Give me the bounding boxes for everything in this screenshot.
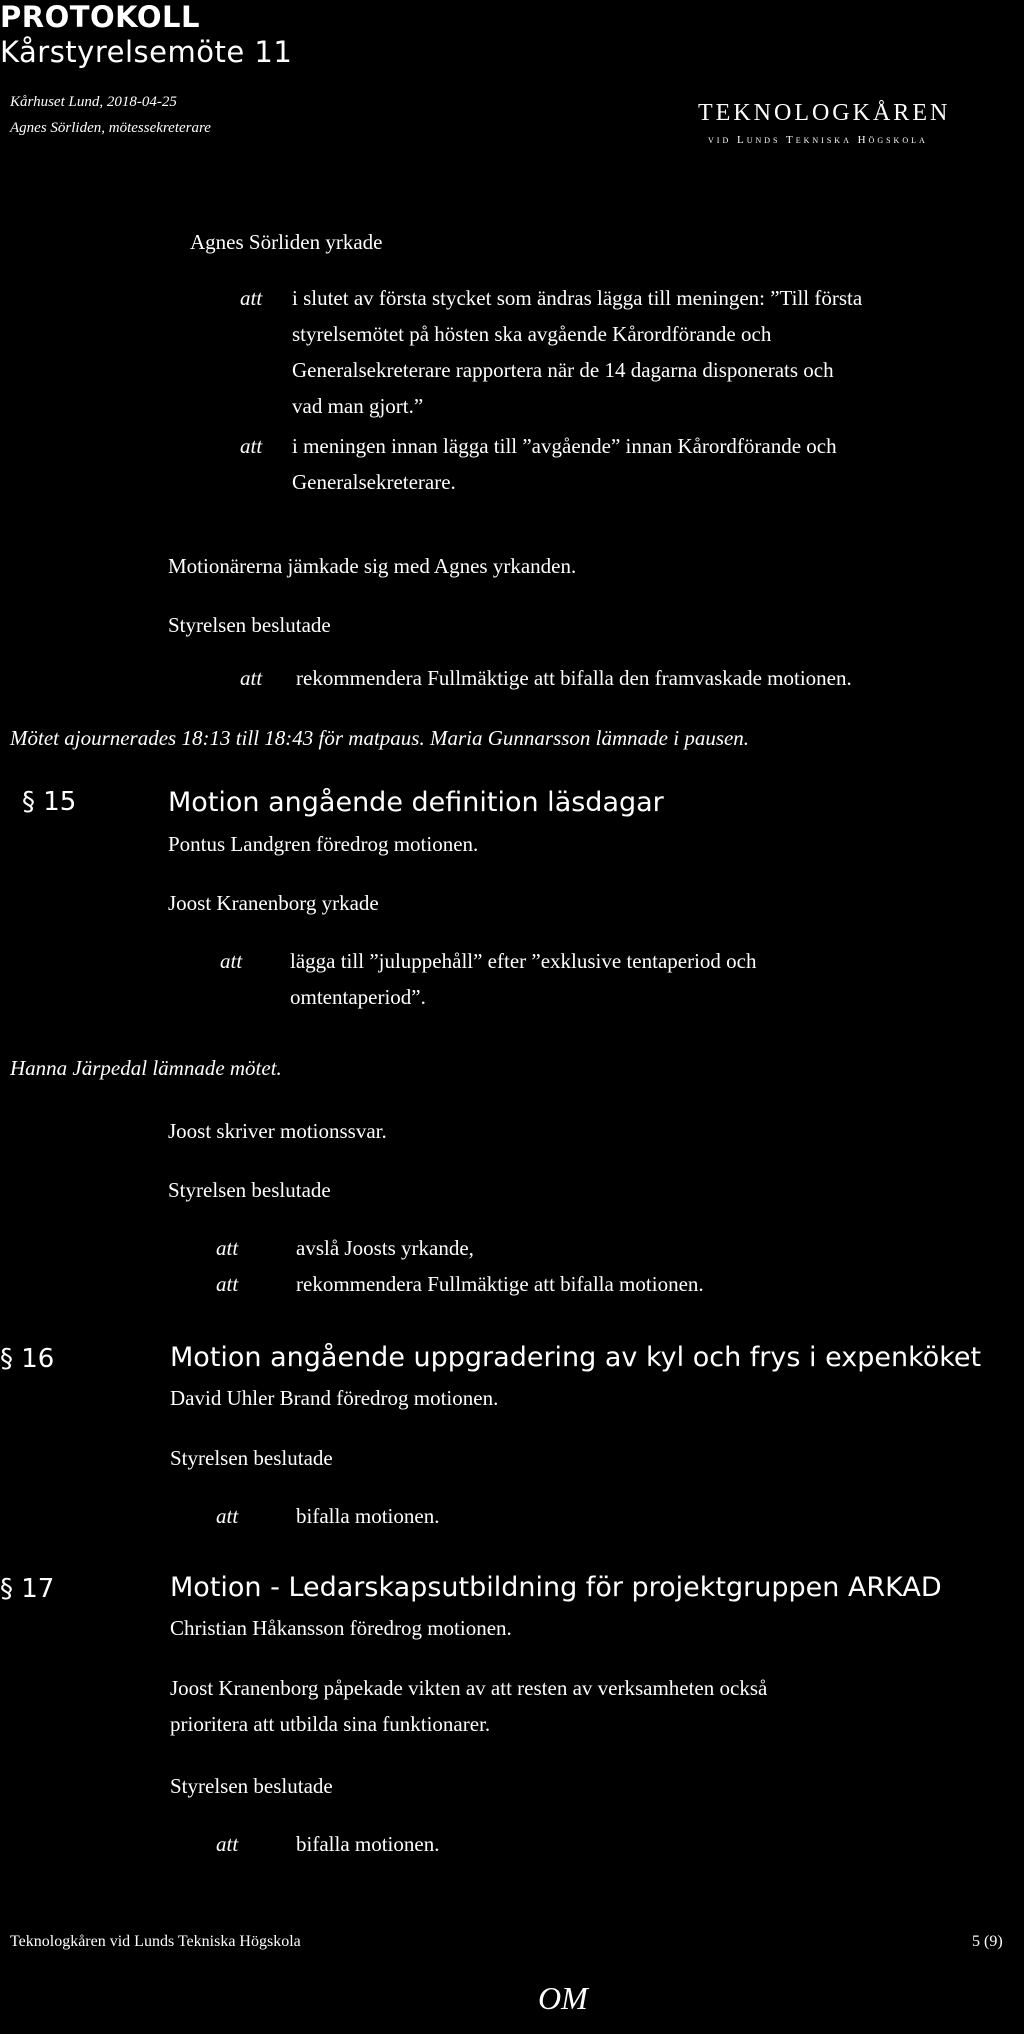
decision: bifalla motionen. <box>296 1504 440 1528</box>
motioners-adjust: Motionärerna jämkade sig med Agnes yrkanden. <box>168 554 577 578</box>
agnes-item-2-line: i meningen innan lägga till ”avgående” innan Kårordförande och <box>292 434 837 458</box>
agnes-item-1-line: Generalsekreterare rapportera när de 14 dagarna disponerats och <box>292 358 834 382</box>
page-number: 5 (9) <box>972 1933 1003 1950</box>
presented-by: Pontus Landgren föredrog motionen. <box>168 832 479 856</box>
att-label: att <box>220 949 243 973</box>
joost-writes: Joost skriver motionssvar. <box>168 1119 387 1143</box>
section-number: § 15 <box>22 787 77 817</box>
att-label: att <box>240 666 263 690</box>
joost-item <box>290 943 1020 1015</box>
organization-subtitle: vid Lunds Tekniska Högskola <box>708 134 928 146</box>
decision-b: rekommendera Fullmäktige att bifalla motionen. <box>296 1272 704 1296</box>
board-decided: Styrelsen beslutade <box>170 1446 333 1470</box>
agnes-item-2-line: Generalsekreterare. <box>292 470 456 494</box>
decision-a: avslå Joosts yrkande, <box>296 1236 474 1260</box>
agnes-item-1-line: styrelsemötet på hösten ska avgående Kårordförande och <box>292 322 772 346</box>
att-label: att <box>216 1504 239 1528</box>
att-label: att <box>216 1236 239 1260</box>
agnes-proposes: Agnes Sörliden yrkade <box>190 230 383 254</box>
place-date: Kårhuset Lund, 2018-04-25 <box>10 94 177 110</box>
joost-item-line: lägga till ”juluppehåll” efter ”exklusive tentaperiod och <box>290 949 757 973</box>
section-number: § 16 <box>0 1344 55 1374</box>
organization-name: TEKNOLOGKÅREN <box>698 100 951 126</box>
agnes-item-2 <box>292 428 1022 500</box>
joost-points <box>170 1670 1010 1742</box>
section-title: Motion angående uppgradering av kyl och frys i expenköket <box>170 1342 982 1373</box>
joost-points-line: Joost Kranenborg påpekade vikten av att resten av verksamheten också <box>170 1676 768 1700</box>
agnes-item-1 <box>292 280 1022 424</box>
footer-organization: Teknologkåren vid Lunds Tekniska Högskola <box>10 1933 301 1950</box>
board-decided: Styrelsen beslutade <box>168 613 331 637</box>
decision-1: rekommendera Fullmäktige att bifalla den framvaskade motionen. <box>296 666 852 690</box>
joost-proposes: Joost Kranenborg yrkade <box>168 891 379 915</box>
att-label: att <box>216 1272 239 1296</box>
presented-by: David Uhler Brand föredrog motionen. <box>170 1386 499 1410</box>
section-number: § 17 <box>0 1574 55 1604</box>
decision: bifalla motionen. <box>296 1832 440 1856</box>
hanna-left-note: Hanna Järpedal lämnade mötet. <box>10 1056 282 1080</box>
section-title: Motion angående definition läsdagar <box>168 787 664 818</box>
agnes-item-1-line: i slutet av första stycket som ändras lägga till meningen: ”Till första <box>292 286 863 310</box>
att-label: att <box>216 1832 239 1856</box>
adjourned-note: Mötet ajournerades 18:13 till 18:43 för matpaus. Maria Gunnarsson lämnade i pausen. <box>10 726 750 750</box>
initials-signature: OM <box>538 1980 588 2016</box>
presented-by: Christian Håkansson föredrog motionen. <box>170 1616 512 1640</box>
board-decided: Styrelsen beslutade <box>168 1178 331 1202</box>
joost-item-line: omtentaperiod”. <box>290 985 426 1009</box>
document-title: PROTOKOLL <box>0 0 200 34</box>
agnes-item-1-line: vad man gjort.” <box>292 394 424 418</box>
board-decided: Styrelsen beslutade <box>170 1774 333 1798</box>
att-label: att <box>240 286 263 310</box>
section-title: Motion - Ledarskapsutbildning för projektgruppen ARKAD <box>170 1572 942 1603</box>
document-subtitle: Kårstyrelsemöte 11 <box>0 35 293 69</box>
secretary-line: Agnes Sörliden, mötessekreterare <box>10 120 211 136</box>
joost-points-line: prioritera att utbilda sina funktionarer. <box>170 1712 491 1736</box>
att-label: att <box>240 434 263 458</box>
